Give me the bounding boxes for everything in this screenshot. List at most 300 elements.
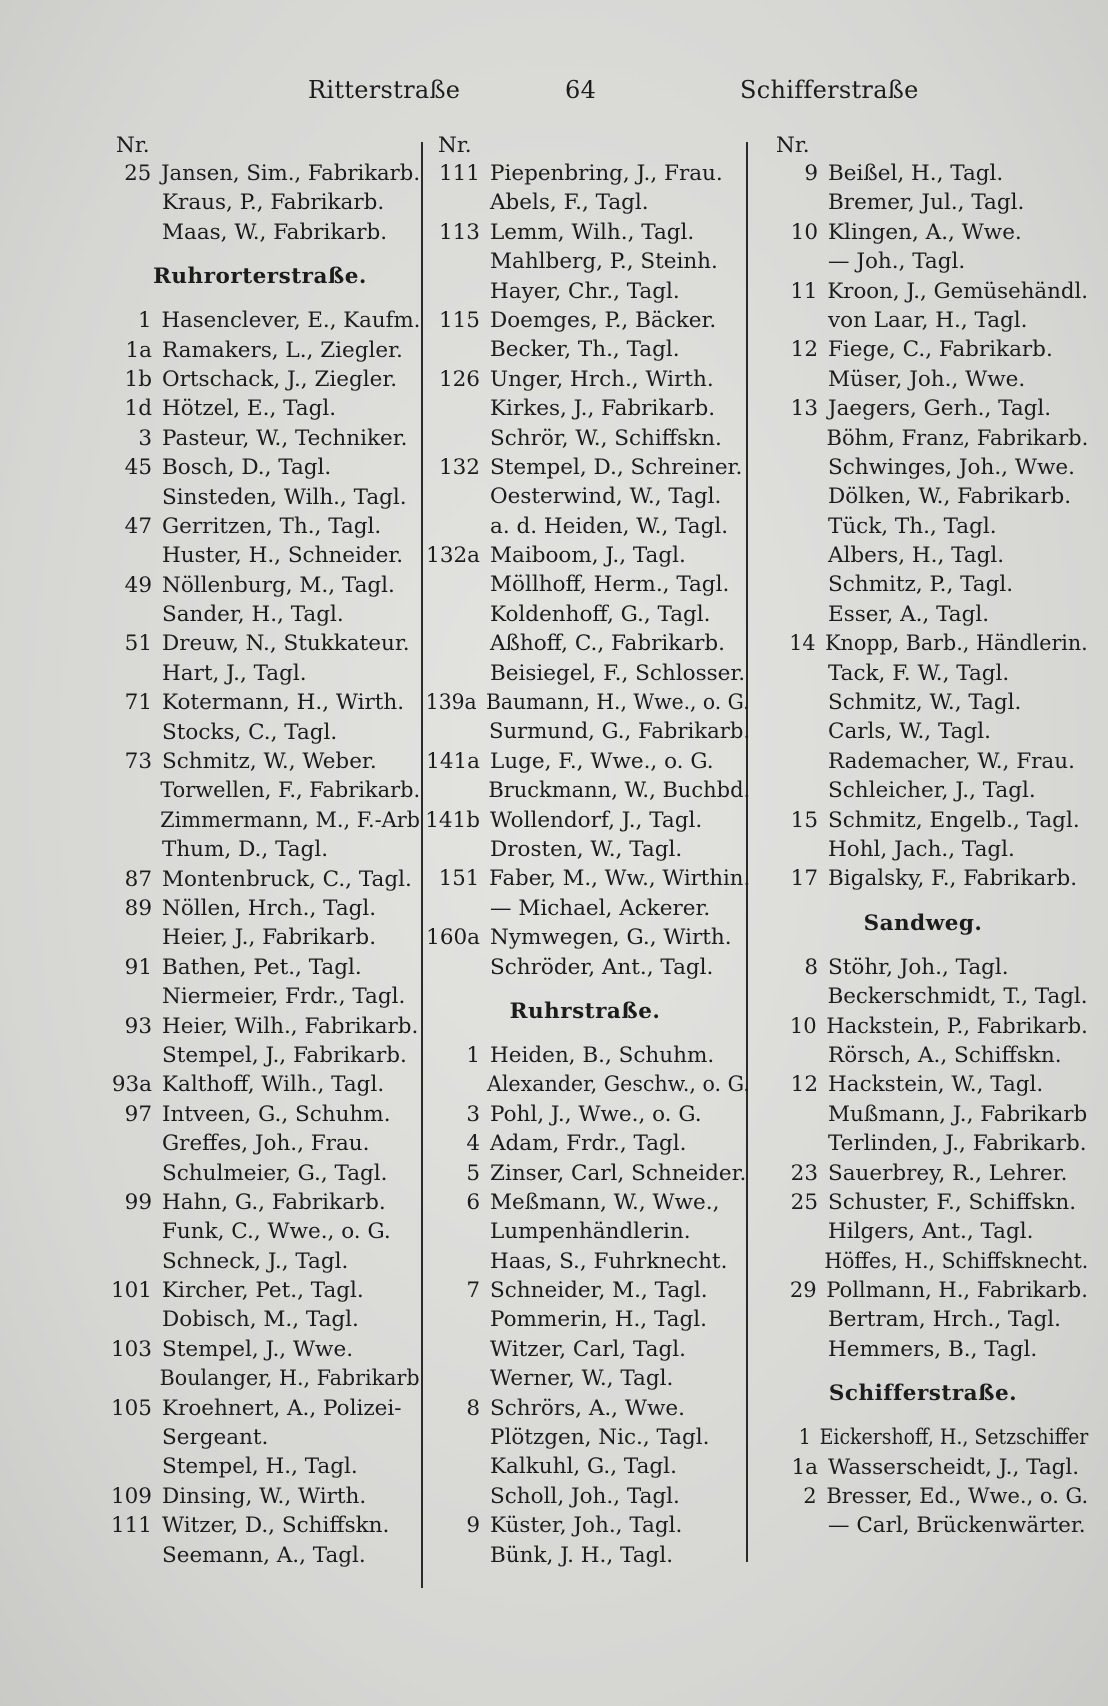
house-number <box>100 188 152 217</box>
directory-entry <box>100 747 420 776</box>
house-number <box>420 717 479 746</box>
directory-entry <box>420 424 750 453</box>
resident-entry: Montenbruck, C., Tagl. <box>162 866 412 892</box>
resident-entry: Werner, W., Tagl. <box>490 1366 674 1392</box>
directory-entry <box>100 1188 420 1217</box>
house-number <box>420 1423 480 1452</box>
resident-entry: Tück, Th., Tagl. <box>828 513 997 539</box>
house-number: 8 <box>466 1395 480 1421</box>
directory-entry <box>420 1364 750 1393</box>
directory-entry <box>420 512 750 541</box>
resident-entry: Surmund, G., Fabrikarb. <box>488 719 751 745</box>
directory-entry <box>758 776 1088 805</box>
directory-entry <box>420 188 750 217</box>
house-number: 1a <box>791 1454 818 1480</box>
house-number: 141b <box>425 807 480 833</box>
directory-entry <box>100 865 420 894</box>
directory-entry <box>420 1159 750 1188</box>
resident-entry: Heiden, B., Schuhm. <box>490 1042 715 1068</box>
header-left-street: Ritterstraße <box>308 76 461 104</box>
directory-entry <box>420 835 750 864</box>
column-1 <box>100 132 420 1570</box>
house-number <box>420 424 480 453</box>
house-number: 141a <box>426 748 480 774</box>
resident-entry: Drosten, W., Tagl. <box>490 836 683 862</box>
house-number <box>420 1070 477 1099</box>
house-number: 15 <box>790 807 818 833</box>
resident-entry: Baumann, H., Wwe., o. G. <box>486 690 750 716</box>
directory-entry <box>420 953 750 982</box>
directory-entry <box>420 159 750 188</box>
house-number: 1b <box>124 366 152 392</box>
resident-entry: — Michael, Ackerer. <box>490 895 711 921</box>
resident-entry: Hilgers, Ant., Tagl. <box>828 1219 1034 1245</box>
house-number <box>758 776 818 805</box>
house-number: 111 <box>438 161 480 186</box>
house-number: 4 <box>466 1131 480 1157</box>
house-number: 11 <box>790 278 818 304</box>
directory-entry <box>758 1276 1088 1305</box>
resident-entry: Pommerin, H., Tagl. <box>490 1307 707 1333</box>
resident-entry: Mußmann, J., Fabrikarb <box>828 1101 1088 1127</box>
resident-entry: Dobisch, M., Tagl. <box>162 1307 359 1333</box>
house-number <box>758 1217 818 1246</box>
house-number: 99 <box>124 1189 152 1215</box>
resident-entry: Stempel, H., Tagl. <box>162 1454 358 1480</box>
directory-entry <box>420 629 750 658</box>
directory-entry <box>758 1335 1088 1364</box>
directory-entry <box>100 1364 420 1393</box>
house-number <box>758 1511 818 1540</box>
house-number: 25 <box>124 161 152 186</box>
resident-entry: Greffes, Joh., Frau. <box>162 1131 370 1157</box>
directory-entry <box>100 953 420 982</box>
resident-entry: Nöllenburg, M., Tagl. <box>162 572 395 598</box>
street-heading: Schifferstraße. <box>828 1381 1018 1407</box>
resident-entry: Dölken, W., Fabrikarb. <box>828 484 1072 510</box>
street-heading: Sandweg. <box>863 910 983 936</box>
house-number <box>758 717 818 746</box>
resident-entry: Rademacher, W., Frau. <box>828 748 1075 774</box>
house-number <box>100 1217 152 1246</box>
directory-entry <box>100 1070 420 1099</box>
directory-entry <box>420 923 750 952</box>
house-number: 151 <box>438 866 480 892</box>
directory-entry <box>758 1247 1089 1276</box>
house-number <box>100 1541 152 1570</box>
house-number <box>100 1305 152 1334</box>
directory-entry <box>758 747 1088 776</box>
resident-entry: Heier, Wilh., Fabrikarb. <box>162 1013 419 1039</box>
house-number: 6 <box>466 1189 480 1215</box>
house-number <box>758 570 818 599</box>
resident-entry: Stempel, D., Schreiner. <box>490 454 743 480</box>
resident-entry: Hackstein, W., Tagl. <box>828 1072 1044 1098</box>
directory-entry <box>420 776 751 805</box>
directory-entry <box>758 717 1088 746</box>
resident-entry: Bigalsky, F., Fabrikarb. <box>828 866 1078 892</box>
house-number: 14 <box>789 631 816 657</box>
house-number <box>420 600 480 629</box>
directory-entry <box>420 1070 750 1099</box>
resident-entry: Pasteur, W., Techniker. <box>162 425 408 451</box>
directory-entry <box>758 1453 1088 1482</box>
directory-entry <box>420 394 750 423</box>
directory-entry <box>420 894 750 923</box>
house-number <box>420 1217 480 1246</box>
resident-entry: Haas, S., Fuhrknecht. <box>490 1248 728 1274</box>
house-number: 8 <box>804 954 818 980</box>
directory-entry <box>100 1394 420 1423</box>
resident-entry: Meßmann, W., Wwe., <box>490 1189 720 1215</box>
house-number: 132 <box>438 454 480 480</box>
house-number <box>758 747 818 776</box>
house-number: 3 <box>466 1101 480 1127</box>
house-number: 12 <box>790 1072 818 1098</box>
house-number <box>100 659 152 688</box>
house-number: 2 <box>803 1484 817 1510</box>
directory-entry <box>420 218 750 247</box>
house-number <box>420 1452 480 1481</box>
directory-entry <box>100 188 420 217</box>
resident-entry: Albers, H., Tagl. <box>828 543 1005 569</box>
directory-entry <box>758 218 1088 247</box>
resident-entry: Witzer, Carl, Tagl. <box>490 1336 686 1362</box>
directory-entry <box>420 277 750 306</box>
directory-entry <box>420 659 750 688</box>
resident-entry: Plötzgen, Nic., Tagl. <box>490 1425 710 1451</box>
resident-entry: Kroon, J., Gemüsehändl. <box>827 278 1089 304</box>
directory-entry <box>758 1188 1088 1217</box>
street-heading: Ruhrorterstraße. <box>153 264 367 290</box>
house-number: 23 <box>790 1160 818 1186</box>
directory-entry <box>100 629 420 658</box>
resident-entry: Ramakers, L., Ziegler. <box>162 337 403 363</box>
resident-entry: Bünk, J. H., Tagl. <box>490 1542 674 1568</box>
house-number <box>420 1364 480 1393</box>
directory-entry <box>420 717 751 746</box>
resident-entry: Adam, Frdr., Tagl. <box>490 1131 687 1157</box>
house-number <box>100 1364 150 1393</box>
resident-entry: a. d. Heiden, W., Tagl. <box>490 513 729 539</box>
house-number <box>420 482 480 511</box>
resident-entry: Hasenclever, E., Kaufm. <box>161 308 421 334</box>
resident-entry: Eickershoff, H., Setzschiffer <box>819 1425 1089 1451</box>
house-number <box>100 835 152 864</box>
house-number: 113 <box>438 219 480 245</box>
directory-entry <box>420 1188 750 1217</box>
directory-entry <box>758 1159 1088 1188</box>
directory-entry <box>100 306 421 335</box>
directory-entry <box>758 394 1088 423</box>
house-number: 89 <box>124 895 152 921</box>
resident-entry: Hohl, Jach., Tagl. <box>828 836 1015 862</box>
house-number: 87 <box>124 866 152 892</box>
directory-entry <box>420 1100 750 1129</box>
directory-entry <box>100 806 421 835</box>
directory-entry <box>758 659 1088 688</box>
directory-entry <box>100 1482 420 1511</box>
resident-entry: Dreuw, N., Stukkateur. <box>162 631 410 657</box>
column-3 <box>758 132 1088 1541</box>
directory-entry <box>100 453 420 482</box>
directory-entry <box>100 1217 420 1246</box>
resident-entry: Kalkuhl, G., Tagl. <box>490 1454 677 1480</box>
house-number: 12 <box>790 337 818 363</box>
header-right-street: Schifferstraße <box>740 76 919 104</box>
directory-entry <box>420 1217 750 1246</box>
house-number <box>758 1305 818 1334</box>
house-number: 109 <box>110 1483 152 1509</box>
directory-entry <box>420 365 750 394</box>
resident-entry: Schleicher, J., Tagl. <box>828 778 1036 804</box>
house-number <box>420 512 480 541</box>
house-number <box>100 718 152 747</box>
directory-entry <box>420 1511 750 1540</box>
house-number: 10 <box>789 1013 817 1039</box>
house-number: 101 <box>110 1278 152 1304</box>
house-number <box>100 1041 152 1070</box>
house-number <box>420 629 480 658</box>
house-number <box>420 894 480 923</box>
house-number <box>758 982 818 1011</box>
directory-entry <box>758 424 1089 453</box>
house-number <box>758 541 818 570</box>
house-number: 73 <box>124 749 152 775</box>
directory-entry <box>100 718 420 747</box>
street-heading: Ruhrstraße. <box>509 998 661 1024</box>
house-number <box>100 218 152 247</box>
directory-entry <box>100 512 420 541</box>
directory-entry <box>758 1070 1088 1099</box>
house-number: 105 <box>110 1395 152 1421</box>
directory-entry <box>100 600 420 629</box>
resident-entry: Tack, F. W., Tagl. <box>828 660 1010 686</box>
directory-entry <box>420 1394 750 1423</box>
resident-entry: Hemmers, B., Tagl. <box>828 1336 1038 1362</box>
resident-entry: Luge, F., Wwe., o. G. <box>490 748 714 774</box>
house-number: 103 <box>110 1336 152 1362</box>
resident-entry: Schwinges, Joh., Wwe. <box>828 454 1075 480</box>
house-number <box>100 776 151 805</box>
directory-entry <box>758 453 1088 482</box>
resident-entry: Hötzel, E., Tagl. <box>162 396 337 422</box>
directory-entry <box>758 188 1088 217</box>
directory-entry <box>100 1423 420 1452</box>
house-number <box>100 1423 152 1452</box>
resident-entry: Dinsing, W., Wirth. <box>162 1483 367 1509</box>
house-number <box>420 776 479 805</box>
house-number: 1 <box>798 1425 811 1451</box>
directory-entry <box>420 1041 750 1070</box>
house-number <box>758 659 818 688</box>
resident-entry: Hayer, Chr., Tagl. <box>490 278 680 304</box>
directory-entry <box>758 541 1088 570</box>
directory-entry <box>420 1129 750 1158</box>
house-number <box>100 1159 152 1188</box>
directory-entry <box>100 835 420 864</box>
resident-entry: Lumpenhändlerin. <box>490 1219 691 1245</box>
directory-entry <box>758 1217 1088 1246</box>
resident-entry: Sauerbrey, R., Lehrer. <box>828 1160 1068 1186</box>
directory-entry <box>100 923 420 952</box>
house-number <box>758 365 818 394</box>
directory-entry <box>758 512 1088 541</box>
resident-entry: Thum, D., Tagl. <box>162 837 329 863</box>
house-number <box>758 1129 818 1158</box>
directory-entry <box>420 306 750 335</box>
directory-entry <box>420 806 750 835</box>
directory-entry <box>420 1247 750 1276</box>
directory-entry <box>420 1276 750 1305</box>
resident-entry: — Carl, Brückenwärter. <box>828 1513 1086 1539</box>
directory-entry <box>420 247 750 276</box>
resident-entry: Schmitz, W., Weber. <box>162 749 377 775</box>
resident-entry: Nöllen, Hrch., Tagl. <box>162 895 377 921</box>
resident-entry: Beisiegel, F., Schlosser. <box>490 660 746 686</box>
resident-entry: Sergeant. <box>162 1425 269 1451</box>
resident-entry: Oesterwind, W., Tagl. <box>490 484 722 510</box>
house-number: 132a <box>426 543 480 569</box>
directory-entry <box>420 1423 750 1452</box>
directory-entry <box>100 541 420 570</box>
directory-entry <box>420 688 750 717</box>
directory-entry <box>758 1305 1088 1334</box>
resident-entry: Becker, Th., Tagl. <box>490 337 680 363</box>
resident-entry: Hart, J., Tagl. <box>162 660 307 686</box>
nr-column-label: Nr. <box>438 133 472 158</box>
directory-entry <box>100 394 420 423</box>
directory-entry <box>758 570 1088 599</box>
directory-entry <box>100 982 420 1011</box>
resident-entry: Klingen, A., Wwe. <box>828 219 1022 245</box>
directory-entry <box>100 1452 420 1481</box>
resident-entry: Schrörs, A., Wwe. <box>490 1395 685 1421</box>
nr-column-label: Nr. <box>776 133 810 158</box>
resident-entry: Nymwegen, G., Wirth. <box>490 925 732 951</box>
house-number <box>100 806 150 835</box>
resident-entry: Kircher, Pet., Tagl. <box>162 1278 364 1304</box>
resident-entry: Kotermann, H., Wirth. <box>162 690 405 716</box>
directory-entry <box>420 482 750 511</box>
directory-entry <box>100 1276 420 1305</box>
directory-entry <box>420 541 750 570</box>
house-number <box>420 247 480 276</box>
resident-entry: Maas, W., Fabrikarb. <box>162 219 388 245</box>
house-number <box>100 982 152 1011</box>
house-number <box>758 835 818 864</box>
resident-entry: Wollendorf, J., Tagl. <box>490 807 703 833</box>
directory-entry <box>758 982 1086 1011</box>
resident-entry: Terlinden, J., Fabrikarb. <box>828 1131 1087 1157</box>
house-number <box>100 1452 152 1481</box>
resident-entry: Pohl, J., Wwe., o. G. <box>490 1101 702 1127</box>
house-number <box>758 688 818 717</box>
resident-entry: Stöhr, Joh., Tagl. <box>828 954 1009 980</box>
resident-entry: Schneck, J., Tagl. <box>162 1248 349 1274</box>
page-number: 64 <box>565 76 597 104</box>
house-number: 17 <box>790 866 818 892</box>
house-number <box>420 394 480 423</box>
resident-entry: Müser, Joh., Wwe. <box>828 366 1026 392</box>
directory-entry <box>100 571 420 600</box>
directory-entry <box>100 159 421 188</box>
directory-entry <box>420 1452 750 1481</box>
directory-entry <box>420 1335 750 1364</box>
directory-entry <box>758 365 1088 394</box>
resident-entry: Sander, H., Tagl. <box>162 602 344 628</box>
directory-entry <box>100 336 420 365</box>
resident-entry: Schneider, M., Tagl. <box>490 1278 708 1304</box>
house-number <box>420 1335 480 1364</box>
resident-entry: Kroehnert, A., Polizei- <box>162 1395 402 1421</box>
resident-entry: Stempel, J., Fabrikarb. <box>162 1042 407 1068</box>
resident-entry: — Joh., Tagl. <box>828 249 966 275</box>
house-number <box>100 1129 152 1158</box>
resident-entry: Gerritzen, Th., Tagl. <box>162 513 382 539</box>
resident-entry: Seemann, A., Tagl. <box>162 1542 366 1568</box>
house-number <box>100 600 152 629</box>
resident-entry: Schuster, F., Schiffskn. <box>828 1189 1077 1215</box>
resident-entry: Schmitz, W., Tagl. <box>828 690 1022 716</box>
resident-entry: Möllhoff, Herm., Tagl. <box>490 572 730 598</box>
house-number <box>100 923 152 952</box>
house-number: 139a <box>425 690 477 716</box>
house-number: 49 <box>124 572 152 598</box>
resident-entry: Höffes, H., Schiffsknecht. <box>824 1248 1089 1274</box>
resident-entry: Ortschack, J., Ziegler. <box>162 366 398 392</box>
house-number <box>758 1041 818 1070</box>
resident-entry: Böhm, Franz, Fabrikarb. <box>826 425 1089 451</box>
column-2 <box>420 132 750 1570</box>
directory-entry <box>100 894 420 923</box>
directory-entry <box>100 1511 420 1540</box>
house-number <box>420 1541 480 1570</box>
house-number <box>758 1335 818 1364</box>
resident-entry: Mahlberg, P., Steinh. <box>490 249 718 275</box>
resident-entry: Schmitz, Engelb., Tagl. <box>828 807 1080 833</box>
directory-entry <box>100 1541 420 1570</box>
resident-entry: Bremer, Jul., Tagl. <box>828 190 1025 216</box>
house-number <box>420 659 480 688</box>
house-number: 9 <box>804 161 818 186</box>
resident-entry: Aßhoff, C., Fabrikarb. <box>490 631 725 657</box>
resident-entry: Niermeier, Frdr., Tagl. <box>162 984 406 1010</box>
resident-entry: Intveen, G., Schuhm. <box>162 1101 391 1127</box>
resident-entry: Schulmeier, G., Tagl. <box>162 1160 388 1186</box>
resident-entry: Doemges, P., Bäcker. <box>490 307 717 333</box>
house-number: 13 <box>790 396 818 422</box>
house-number <box>420 188 480 217</box>
resident-entry: Kirkes, J., Fabrikarb. <box>490 396 716 422</box>
house-number: 10 <box>790 219 818 245</box>
directory-entry <box>420 335 750 364</box>
directory-entry <box>100 688 420 717</box>
resident-entry: Unger, Hrch., Wirth. <box>490 366 714 392</box>
resident-entry: Schröder, Ant., Tagl. <box>490 954 714 980</box>
directory-entry <box>100 776 421 805</box>
directory-entry <box>100 1159 420 1188</box>
house-number: 1a <box>125 337 152 363</box>
directory-entry <box>758 335 1088 364</box>
resident-entry: Zinser, Carl, Schneider. <box>490 1160 747 1186</box>
directory-entry <box>758 835 1088 864</box>
resident-entry: Fiege, C., Fabrikarb. <box>828 337 1053 363</box>
house-number: 1d <box>124 396 152 422</box>
house-number <box>758 600 818 629</box>
resident-entry: Boulanger, H., Fabrikarb <box>159 1366 420 1392</box>
house-number <box>758 512 818 541</box>
